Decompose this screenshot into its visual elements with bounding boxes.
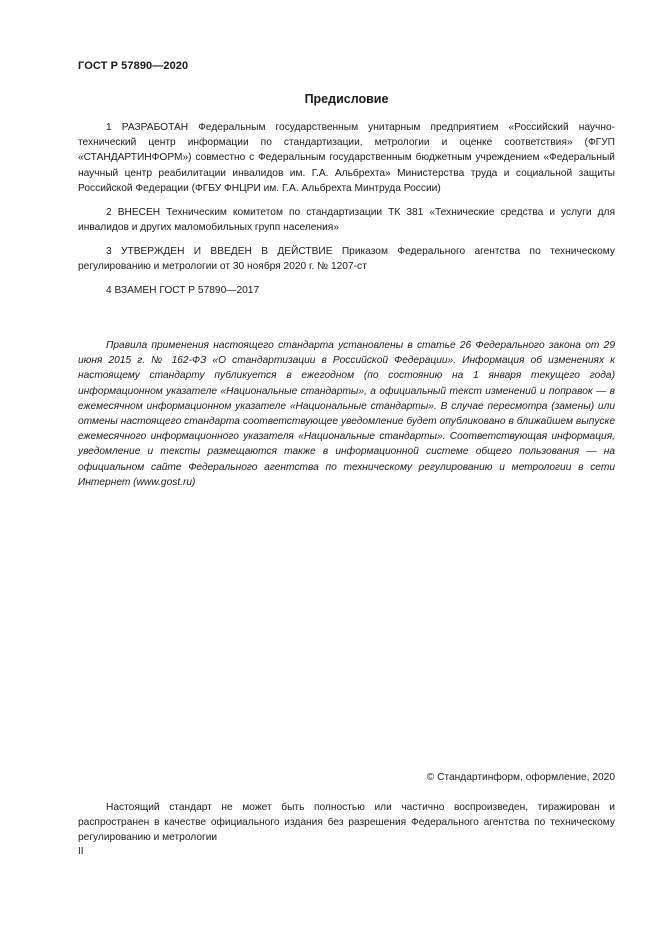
page-number: II	[78, 846, 84, 857]
application-notice: Правила применения настоящего стандарта установлены в статье 26 Федерального закона от 29 июня 2015 г. № 162-ФЗ «О стандартизации в Российской Федерации». Информация об изменениях к настоящему стандарту публикуется в ежегодном (по состоянию на 1 января текущего года) информационном указателе «Национальные стандарты», а официальный текст изменений и поправок — в ежемесячном информационном указателе «Национальные стандарты». В случае пересмотра (замены) или отмены настоящего стандарта соответствующее уведомление будет опубликовано в ближайшем выпуске ежемесячного информационного указателя «Национальные стандарты». Соответствующая информация, уведомление и тексты размещаются также в информационной системе общего пользования — на официальном сайте Федерального агентства по техническому регулированию и метрологии в сети Интернет (www.gost.ru)	[78, 340, 615, 488]
paragraph-introduced-by: 2 ВНЕСЕН Техническим комитетом по стандартизации ТК 381 «Технические средства и услуги для инвалидов и других маломобильных групп населения»	[78, 207, 615, 234]
paragraph-approved: 3 УТВЕРЖДЕН И ВВЕДЕН В ДЕЙСТВИЕ Приказом Федерального агентства по техническому регулированию и метрологии от 30 ноября 2020 г. № 1207-ст	[78, 246, 615, 273]
reproduction-notice: Настоящий стандарт не может быть полностью или частично воспроизведен, тиражирован и распространен в качестве официального издания без разрешения Федерального агентства по техническому регулированию и метрологии	[78, 802, 615, 844]
paragraph-developed-by: 1 РАЗРАБОТАН Федеральным государственным унитарным предприятием «Российский научно-технический центр информации по стандартизации, метрологии и оценке соответствия» (ФГУП «СТАНДАРТИНФОРМ») совместно с Федеральным государственным бюджетным учреждением «Федеральный научный центр реабилитации инвалидов им. Г.А. Альбрехта» Министерства труда и социальной защиты Российской Федерации (ФГБУ ФНЦРИ им. Г.А. Альбрехта Минтруда России)	[78, 122, 615, 194]
document-identifier: ГОСТ Р 57890—2020	[78, 60, 189, 72]
section-title: Предисловие	[304, 92, 389, 106]
paragraph-replaces: 4 ВЗАМЕН ГОСТ Р 57890—2017	[106, 285, 260, 296]
copyright-line: © Стандартинформ, оформление, 2020	[426, 772, 615, 783]
